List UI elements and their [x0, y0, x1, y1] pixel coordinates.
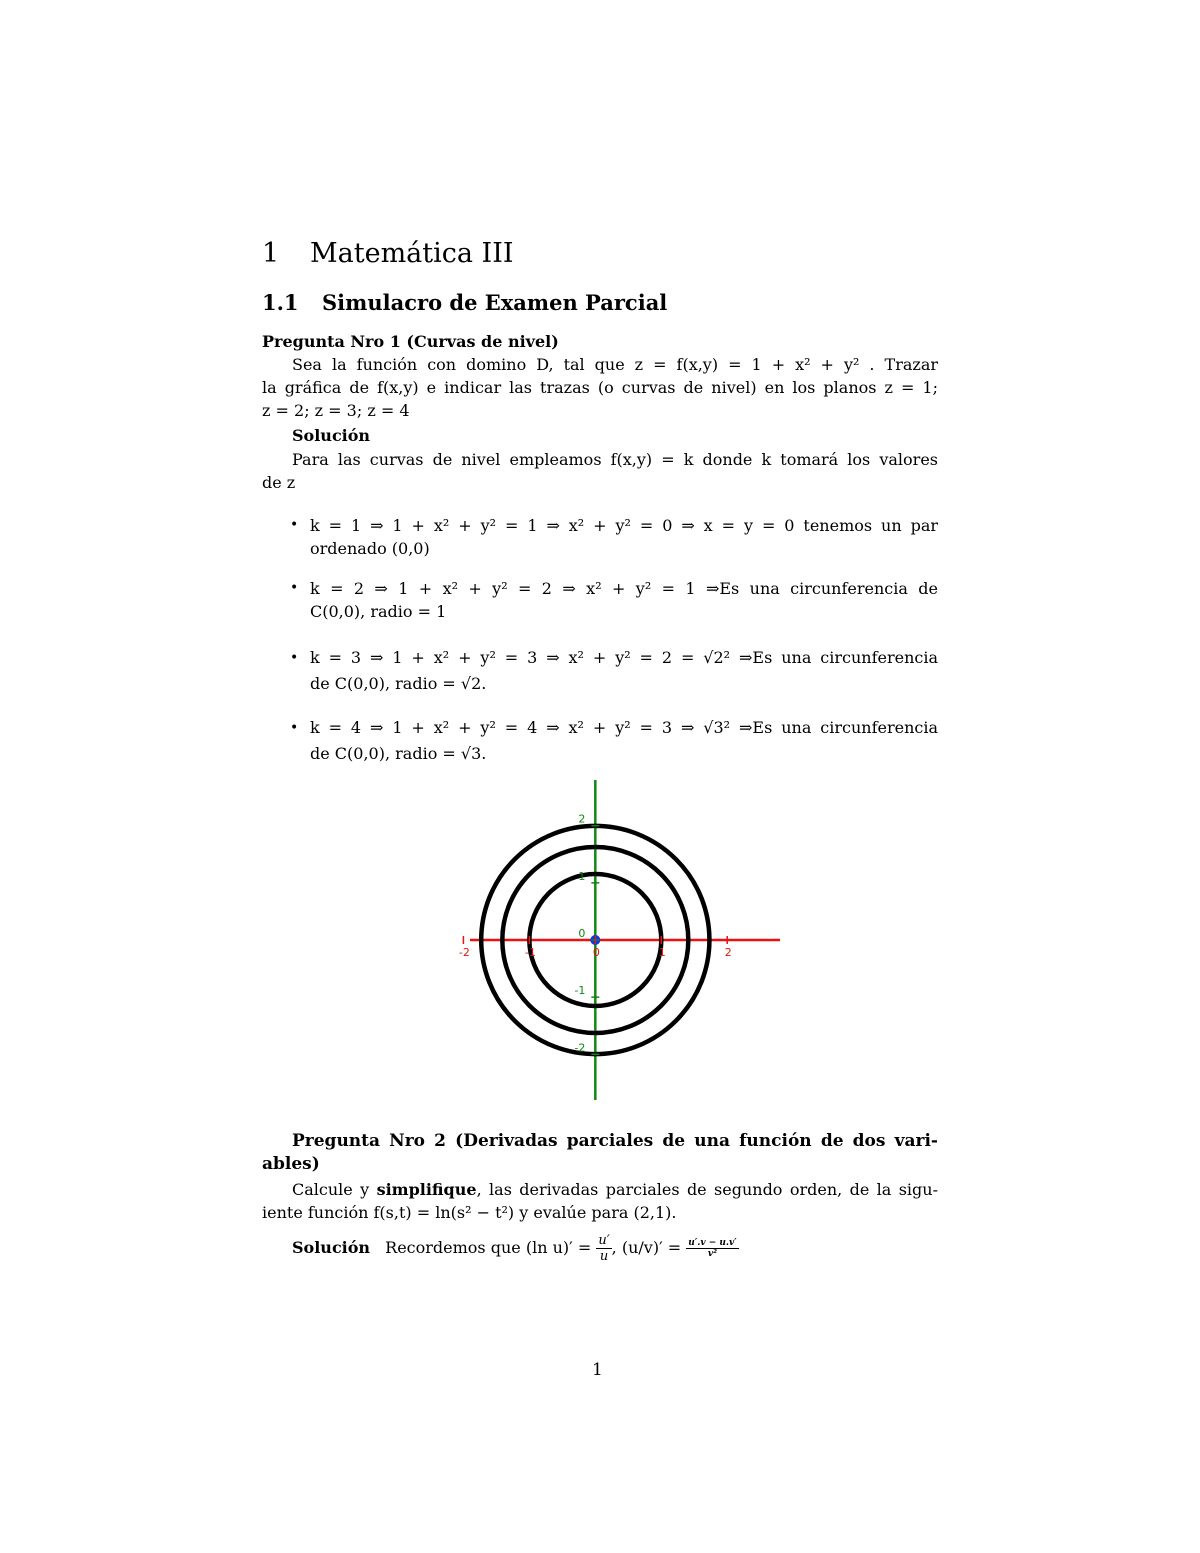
bullet-line2: de C(0,0), radio = √3. — [310, 744, 487, 763]
q1-sol-line1: Para las curvas de nivel empleamos f(x,y) = k donde k tomará los valores — [292, 450, 938, 469]
section-heading — [262, 238, 662, 274]
bullet-line2: ordenado (0,0) — [310, 539, 430, 558]
y-tick-label: 0 — [578, 927, 586, 940]
list-item — [290, 715, 938, 767]
q2-separator: , — [611, 1238, 622, 1257]
quotient-rule-lhs: (u/v)′ = — [621, 1238, 687, 1257]
x-tick-label: -2 — [458, 946, 470, 959]
q2-solution-text: Recordemos que (ln u)′ = — [385, 1238, 597, 1257]
x-tick-label: 0 — [592, 946, 600, 959]
bullet-line2: de C(0,0), radio = √2. — [310, 674, 487, 693]
x-tick-label: 2 — [724, 946, 732, 959]
ln-derivative-fraction: $\frac{u'}{u}$ — [598, 1233, 610, 1264]
bullet-icon: • — [290, 720, 299, 736]
page-number: 1 — [592, 1360, 603, 1380]
q1-stmt-line3: z = 2; z = 3; z = 4 — [262, 401, 410, 420]
bullet-line2: C(0,0), radio = 1 — [310, 602, 447, 621]
bullet-line1: k = 1 ⇒ 1 + x² + y² = 1 ⇒ x² + y² = 0 ⇒ x = y = 0 tenemos un par — [310, 516, 938, 535]
q1-solution-text — [262, 448, 938, 494]
q1-bullet-list — [290, 514, 938, 774]
q2-statement — [262, 1178, 938, 1224]
bullet-line1: k = 4 ⇒ 1 + x² + y² = 4 ⇒ x² + y² = 3 ⇒ √3² ⇒Es una circunferencia — [310, 718, 938, 737]
y-tick-label: 2 — [578, 812, 586, 826]
q2-emphasis: simplifique — [376, 1180, 477, 1199]
bullet-icon: • — [290, 517, 299, 533]
list-item — [290, 514, 938, 560]
bullet-icon: • — [290, 650, 299, 666]
list-item — [290, 645, 938, 697]
q2-line1: Calcule y simplifique, las derivadas parciales de segundo orden, de la sigu- — [292, 1180, 938, 1199]
y-tick-label: -1 — [574, 984, 586, 998]
q1-stmt-line1: Sea la función con domino D, tal que z = f(x,y) = 1 + x² + y² . Trazar — [292, 355, 938, 374]
q1-heading: Pregunta Nro 1 (Curvas de nivel) — [262, 332, 559, 351]
q2-heading-line1: Pregunta Nro 2 (Derivadas parciales de una función de dos vari- — [292, 1131, 938, 1151]
q1-stmt-line2: la gráfica de f(x,y) e indicar las trazas (o curvas de nivel) en los planos z = 1; — [262, 378, 938, 397]
subsection-number: 1.1 — [262, 290, 299, 315]
y-tick-label: -2 — [574, 1041, 586, 1055]
q2-line2: iente función f(s,t) = ln(s² − t²) y evalúe para (2,1). — [262, 1203, 677, 1222]
section-number: 1 — [262, 238, 280, 269]
x-tick-label: -1 — [524, 946, 536, 959]
bullet-line1: k = 3 ⇒ 1 + x² + y² = 3 ⇒ x² + y² = 2 = √2² ⇒Es una circunferencia — [310, 648, 938, 667]
q2-solution — [292, 1230, 938, 1266]
q1-statement — [262, 353, 938, 422]
section-title: Matemática III — [310, 238, 514, 269]
level-curves-plot — [458, 780, 780, 1100]
subsection-heading — [262, 290, 762, 315]
list-item — [290, 577, 938, 623]
q1-solution-label: Solución — [292, 426, 371, 445]
q2-heading-line2: ables) — [262, 1154, 320, 1174]
y-tick-label: 1 — [578, 869, 586, 883]
q2-solution-label: Solución — [292, 1238, 371, 1257]
bullet-line1: k = 2 ⇒ 1 + x² + y² = 2 ⇒ x² + y² = 1 ⇒Es una circunferencia de — [310, 579, 938, 598]
q2-heading — [262, 1130, 938, 1176]
subsection-title: Simulacro de Examen Parcial — [322, 290, 668, 315]
bullet-icon: • — [290, 580, 299, 596]
quotient-rule-fraction: $\frac{u'.v - u.v'}{\text{v²}}$ — [688, 1238, 737, 1259]
q1-sol-line2: de z — [262, 473, 296, 492]
x-tick-label: 1 — [658, 946, 666, 959]
